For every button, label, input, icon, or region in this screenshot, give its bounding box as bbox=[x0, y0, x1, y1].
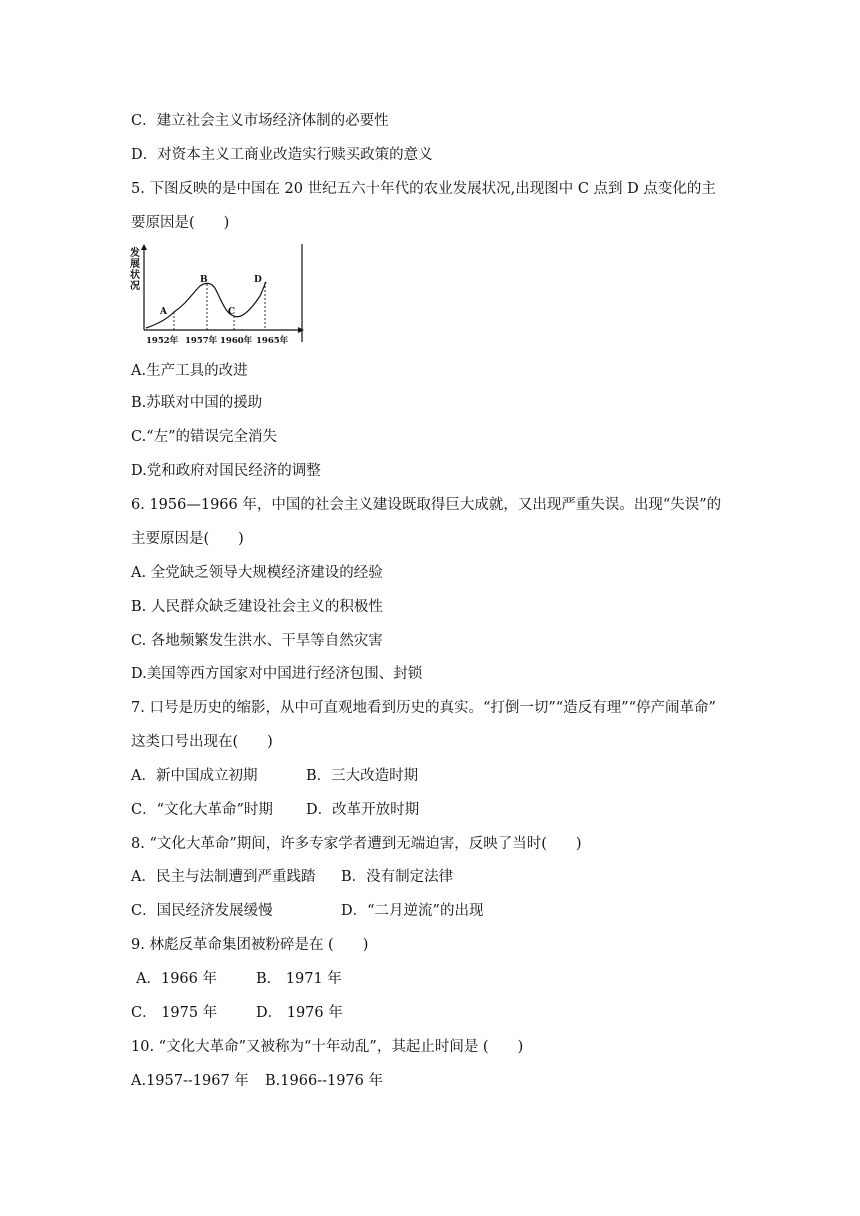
option-c-q8: C．国民经济发展缓慢 bbox=[131, 903, 273, 919]
tick-label-1960: 1960年 bbox=[220, 336, 253, 346]
point-label-c: C bbox=[228, 307, 236, 317]
option-b-q5: B.苏联对中国的援助 bbox=[131, 395, 263, 411]
option-d-q6: D.美国等西方国家对中国进行经济包围、封锁 bbox=[131, 666, 423, 682]
question-6-line1: 6. 1956—1966 年，中国的社会主义建设既取得巨大成就，又出现严重失误。出现“失误”的 bbox=[131, 497, 722, 513]
tick-label-1957: 1957年 bbox=[185, 336, 218, 346]
option-a-q7: A．新中国成立初期 bbox=[131, 768, 258, 784]
option-d-q4: D．对资本主义工商业改造实行赎买政策的意义 bbox=[131, 147, 433, 163]
ylabel-char: 状 bbox=[130, 270, 140, 281]
option-a-q9: A．1966 年 bbox=[136, 971, 217, 987]
option-a-q6: A. 全党缺乏领导大规模经济建设的经验 bbox=[131, 565, 383, 581]
option-a-q10: A.1957--1967 年 bbox=[131, 1073, 249, 1089]
option-c-q5: C.“左”的错误完全消失 bbox=[131, 429, 278, 445]
option-d-q5: D.党和政府对国民经济的调整 bbox=[131, 463, 321, 479]
point-label-b: B bbox=[200, 275, 208, 285]
question-5-line1: 5. 下图反映的是中国在 20 世纪五六十年代的农业发展状况,出现图中 C 点到 D 点变化的主 bbox=[131, 181, 716, 197]
question-7-line1: 7. 口号是历史的缩影，从中可直观地看到历史的真实。“打倒一切”“造反有理”“停产闹革命” bbox=[131, 700, 716, 716]
options-cd-q7 bbox=[131, 800, 419, 820]
options-ab-q10 bbox=[131, 1071, 383, 1091]
options-cd-q8 bbox=[131, 901, 483, 921]
option-b-q9: B． 1971 年 bbox=[256, 971, 342, 987]
option-d-q8: D．“二月逆流”的出现 bbox=[341, 903, 484, 919]
options-ab-q9 bbox=[136, 969, 342, 989]
tick-label-1965: 1965年 bbox=[256, 336, 289, 346]
point-label-d: D bbox=[254, 275, 262, 285]
option-d-q9: D． 1976 年 bbox=[256, 1005, 343, 1021]
question-10: 10. “文化大革命”又被称为“十年动乱”，其起止时间是 ( ) bbox=[131, 1039, 524, 1055]
chart-curve bbox=[146, 282, 266, 328]
agriculture-chart bbox=[128, 244, 306, 346]
chart-x-arrow bbox=[298, 327, 304, 333]
question-6-line2: 主要原因是( ) bbox=[131, 531, 244, 547]
ylabel-char: 发 bbox=[130, 248, 140, 259]
option-b-q7: B．三大改造时期 bbox=[306, 768, 419, 784]
ylabel-char: 展 bbox=[130, 259, 140, 270]
tick-label-1952: 1952年 bbox=[146, 336, 179, 346]
option-c-q9: C． 1975 年 bbox=[131, 1005, 218, 1021]
option-b-q8: B．没有制定法律 bbox=[341, 869, 454, 885]
chart-y-arrow bbox=[141, 244, 147, 250]
option-c-q6: C. 各地频繁发生洪水、干旱等自然灾害 bbox=[131, 633, 383, 649]
options-ab-q8 bbox=[131, 867, 453, 887]
options-ab-q7 bbox=[131, 766, 418, 786]
chart-ylabel bbox=[129, 246, 140, 292]
option-d-q7: D．改革开放时期 bbox=[306, 802, 420, 818]
option-c-q7: C．“文化大革命”时期 bbox=[131, 802, 273, 818]
option-a-q8: A．民主与法制遭到严重践踏 bbox=[131, 869, 316, 885]
question-9: 9. 林彪反革命集团被粉碎是在 ( ) bbox=[131, 937, 369, 953]
question-8: 8. “文化大革命”期间，许多专家学者遭到无端迫害，反映了当时( ) bbox=[131, 836, 582, 852]
ylabel-char: 况 bbox=[130, 281, 140, 292]
point-label-a: A bbox=[160, 307, 167, 317]
option-b-q10: B.1966--1976 年 bbox=[265, 1073, 383, 1089]
option-c-q4: C．建立社会主义市场经济体制的必要性 bbox=[131, 113, 389, 129]
question-7-line2: 这类口号出现在( ) bbox=[131, 734, 273, 750]
options-cd-q9 bbox=[131, 1003, 343, 1023]
option-b-q6: B. 人民群众缺乏建设社会主义的积极性 bbox=[131, 599, 383, 615]
option-a-q5: A.生产工具的改进 bbox=[131, 363, 248, 379]
question-5-line2: 要原因是( ) bbox=[131, 215, 230, 231]
